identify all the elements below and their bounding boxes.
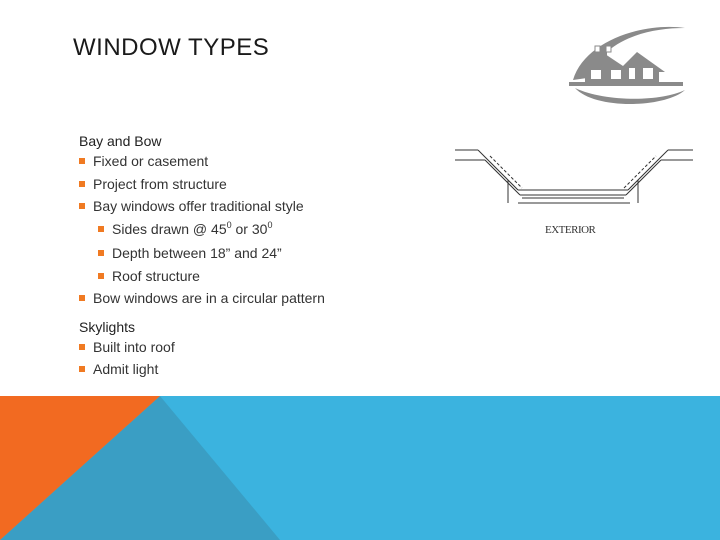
list-subitem: Depth between 18” and 24” <box>98 242 439 265</box>
slide-title: WINDOW TYPES <box>73 34 270 61</box>
bullet-icon <box>79 203 85 209</box>
bullet-icon <box>98 226 104 232</box>
bullet-icon <box>79 158 85 164</box>
list-item: Fixed or casement <box>79 150 439 173</box>
slide-content <box>79 132 439 381</box>
list-item: Project from structure <box>79 173 439 196</box>
list-subitem: Roof structure <box>98 265 439 288</box>
decorative-background-shapes <box>0 396 720 540</box>
section-heading-skylights: Skylights <box>79 318 136 335</box>
house-logo-icon <box>565 20 687 108</box>
bullet-icon <box>79 344 85 350</box>
list-item: Admit light <box>79 358 439 381</box>
bullet-icon <box>79 366 85 372</box>
list-subitem: Sides drawn @ $45^0$ or $30^0$ <box>98 218 439 243</box>
list-item: Bay windows offer traditional style <box>79 195 439 218</box>
drawing-label: EXTERIOR <box>545 224 596 236</box>
section-heading-bay-bow: Bay and Bow <box>79 133 162 149</box>
bullet-icon <box>79 295 85 301</box>
bullet-icon <box>98 273 104 279</box>
bullet-icon <box>79 181 85 187</box>
bullet-icon <box>98 250 104 256</box>
list-item: Bow windows are in a circular pattern <box>79 287 439 310</box>
list-item: Built into roof <box>79 336 439 359</box>
